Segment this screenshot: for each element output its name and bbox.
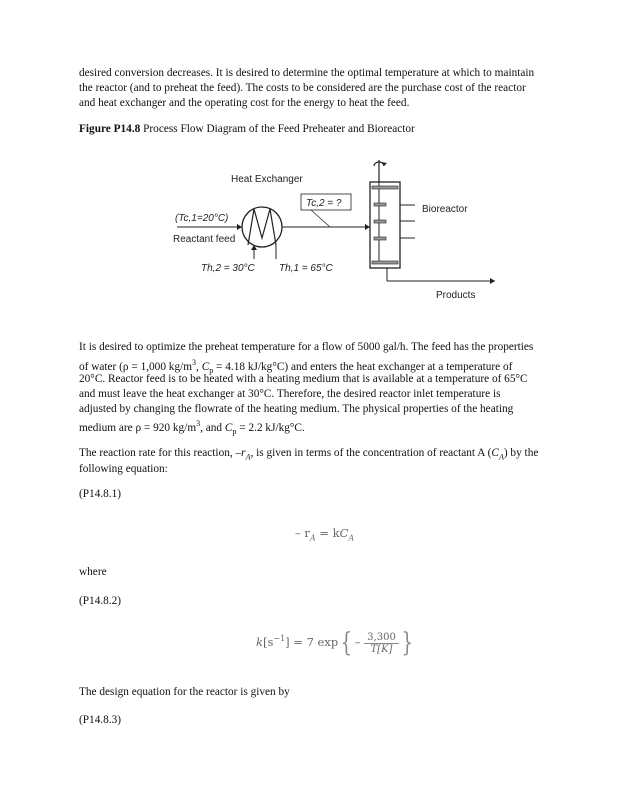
design-equation-text: The design equation for the reactor is given by [79,686,290,698]
tc2-label: Tc,2 = ? [306,198,342,209]
equation-label: (P14.8.2) [79,595,122,607]
figure-title: Process Flow Diagram of the Feed Preheater and Bioreactor [143,123,415,135]
equation-rate-law: – $r_A = kC_A$ [295,526,355,543]
bioreactor-vessel [370,182,400,268]
text-line: the reactor (and to preheat the feed). The costs to be considered are the purchase cost of the reactor [79,82,526,94]
tc1-label: (Tc,1=20°C) [175,213,229,224]
reactant-feed-label: Reactant feed [173,234,236,245]
text-line: and heat exchanger and the operating cost for the energy to heat the feed. [79,97,410,109]
equation-arrhenius: $k[s^{-1}] = 7$ exp{ – $\frac{3,300}{T[K]}$ } [256,628,413,658]
agitator-icon [374,160,387,182]
heat-exchanger-icon [242,207,282,247]
equation-label: (P14.8.3) [79,714,122,726]
text-line: following equation: [79,463,168,475]
text-line: desired conversion decreases. It is desired to determine the optimal temperature at which to maintain [79,67,535,79]
th1-label: Th,1 = 65°C [279,263,333,274]
text-line: medium are ρ = 920 $kg/m^3$, and $C_p = 2.2$ kJ/kg°C. [79,419,305,437]
text-line: The reaction rate for this reaction, $-r_A$, is given in terms of the concentration of reactant A $(C_A)$ by the [79,447,539,462]
process-flow-diagram [155,150,505,310]
text-line: and must leave the heat exchanger at 30°C. Therefore, the desired reactor inlet temperature is [79,388,501,400]
figure-label: Figure P14.8 [79,123,141,135]
text-line: It is desired to optimize the preheat temperature for a flow of 5000 gal/h. The feed has the properties [79,341,534,353]
text-line: of water (ρ = 1,000 $kg/m^3$, $C_p = 4.18$ kJ/kg°C) and enters the heat exchanger at a temperature of [79,358,513,376]
figure-caption [79,122,579,138]
products-label: Products [436,290,476,301]
equation-label: (P14.8.1) [79,488,122,500]
bioreactor-label: Bioreactor [422,204,468,215]
heat-exchanger-label: Heat Exchanger [231,174,303,185]
th2-label: Th,2 = 30°C [201,263,255,274]
where-text: where [79,566,107,578]
text-line: 20°C. Reactor feed is to be heated with a heating medium that is available at a temperature of 65°C [79,373,528,385]
text-line: adjusted by changing the flowrate of the heating medium. The physical properties of the heating [79,403,514,415]
